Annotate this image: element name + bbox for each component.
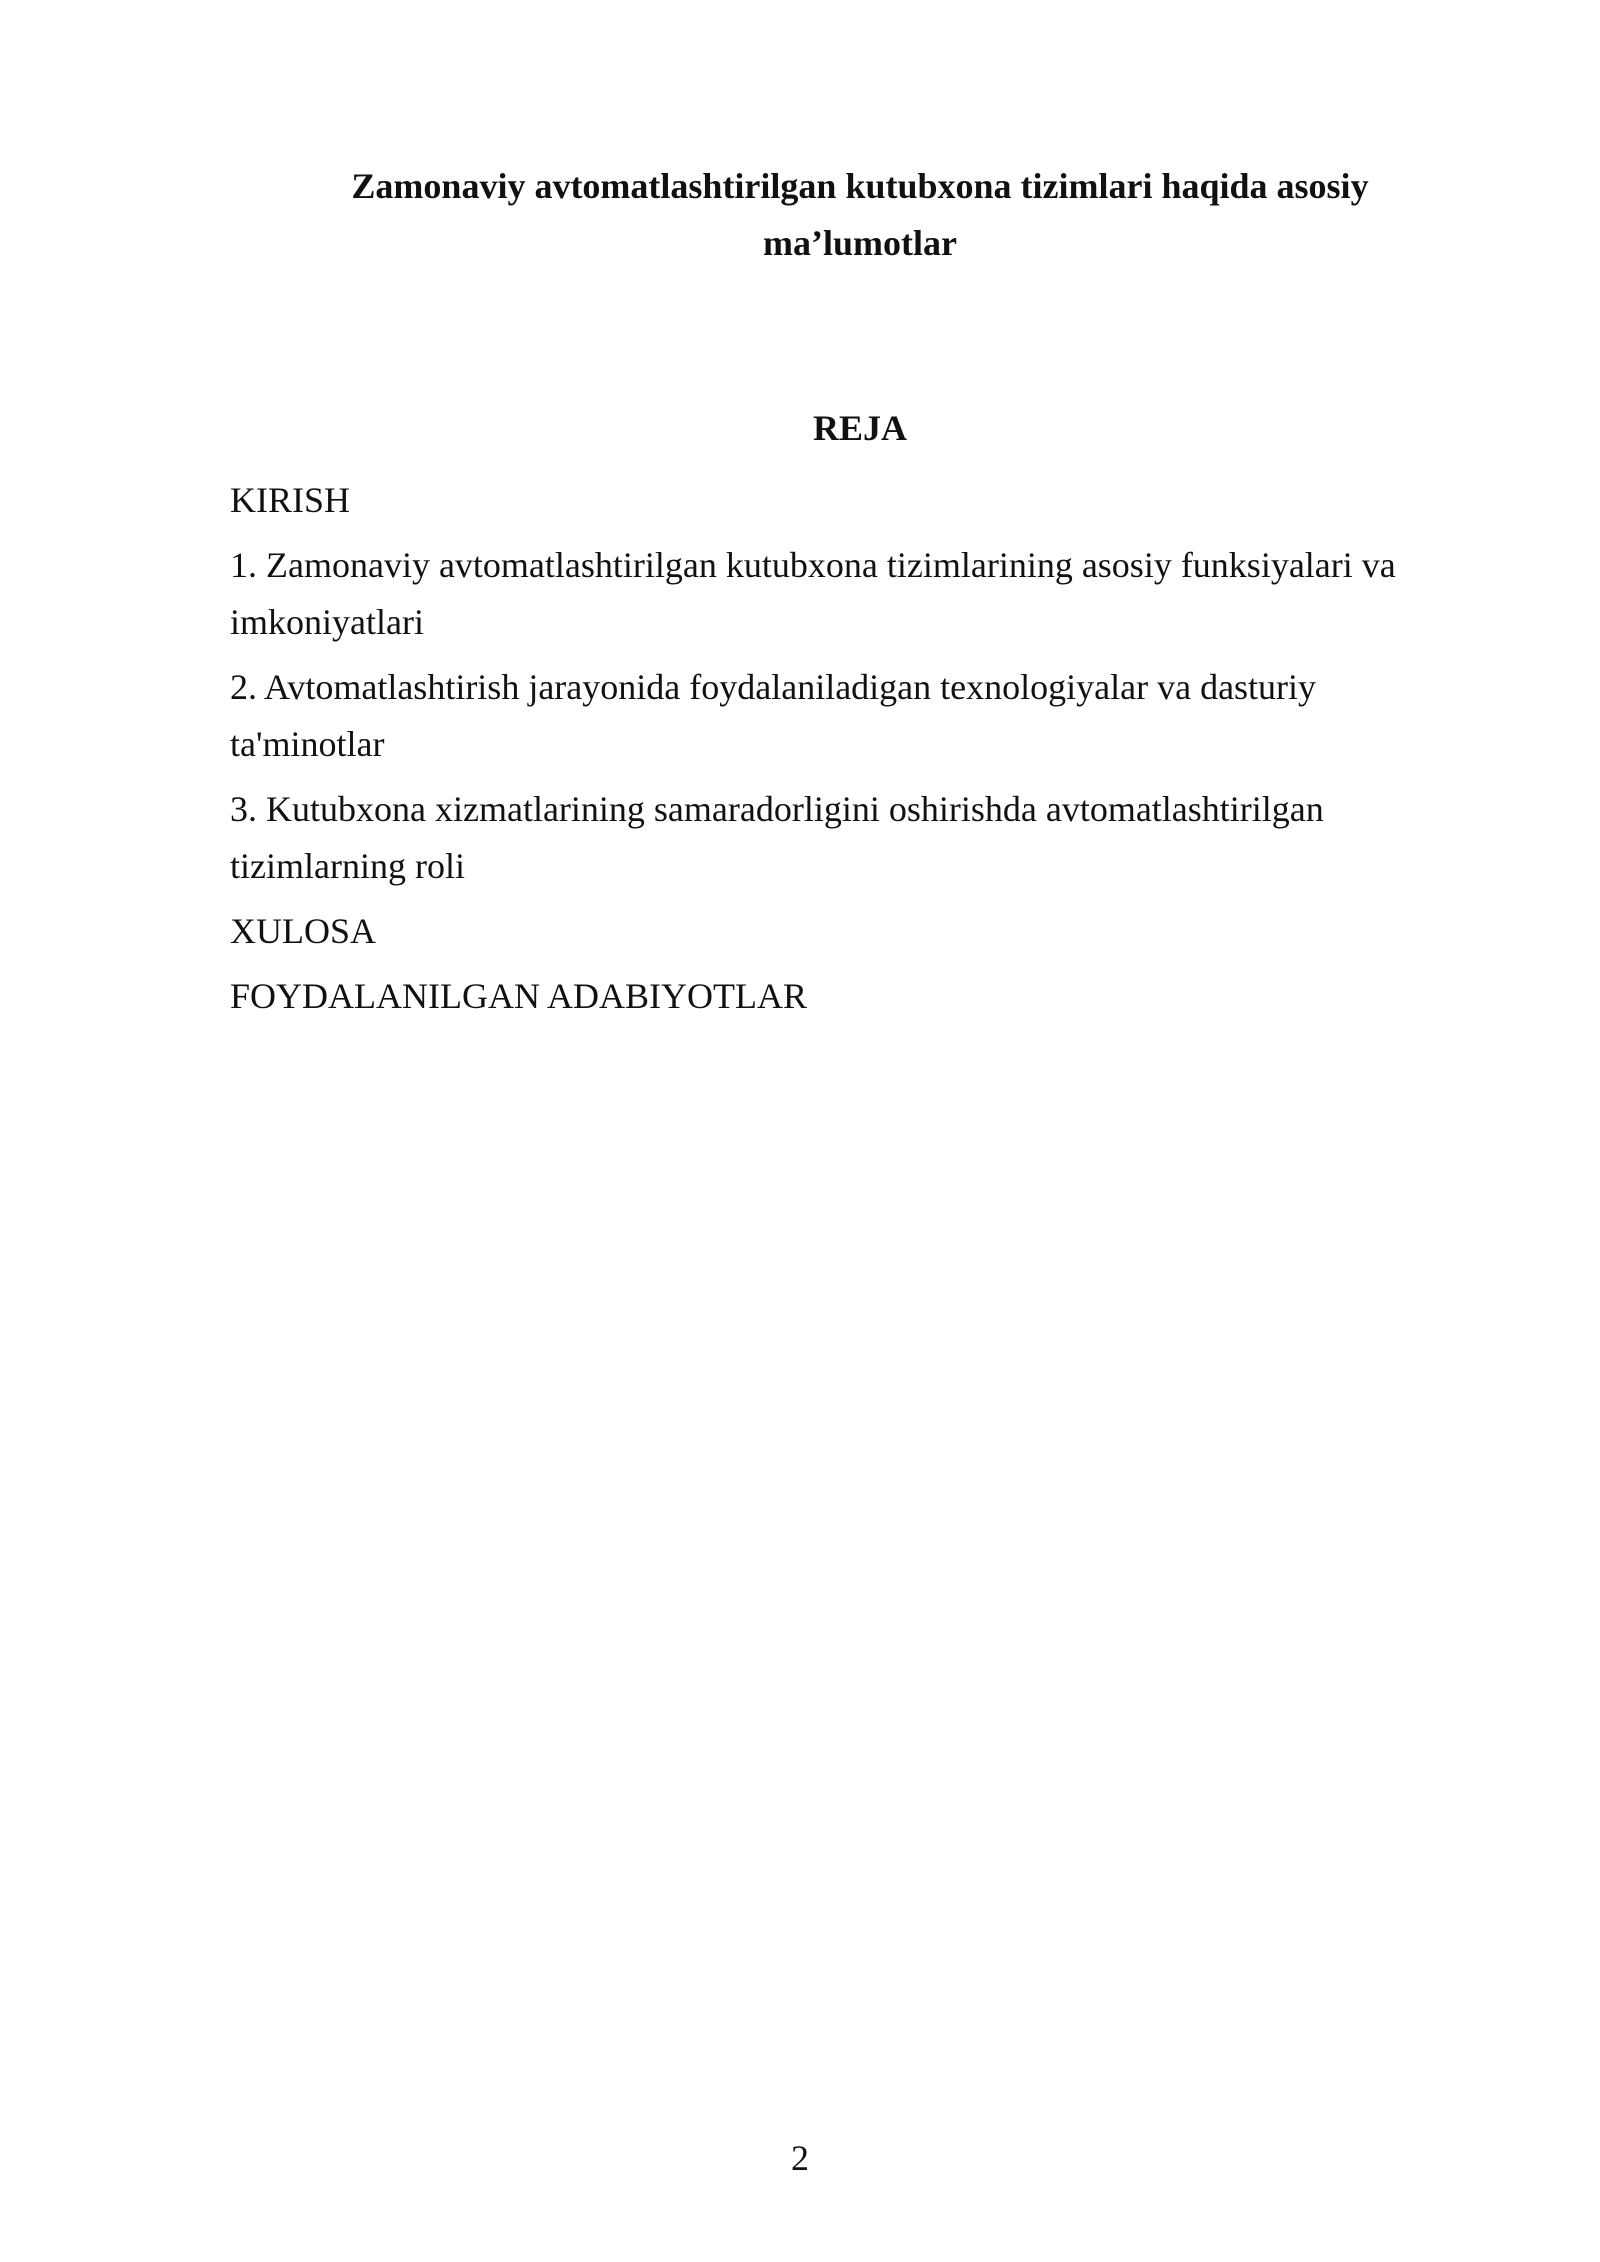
plan-item-references: FOYDALANILGAN ADABIYOTLAR — [230, 976, 807, 1016]
plan-item-2: 2. Avtomatlashtirish jarayonida foydalaniladigan texnologiyalar va dasturiy ta'minotlar — [230, 667, 1317, 764]
plan-item-1: 1. Zamonaviy avtomatlashtirilgan kutubxona tizimlarining asosiy funksiyalari va imkoniyatlari — [230, 545, 1396, 642]
document-title-line-2: ma’lumotlar — [763, 223, 957, 263]
plan-item-conclusion: XULOSA — [230, 911, 377, 951]
plan-list — [230, 472, 1470, 1033]
plan-heading: REJA — [812, 408, 907, 448]
plan-item-introduction: KIRISH — [230, 480, 351, 520]
page-number: 2 — [791, 2138, 809, 2178]
plan-item-3: 3. Kutubxona xizmatlarining samaradorligini oshirishda avtomatlashtirilgan tizimlarning roli — [230, 789, 1324, 886]
document-title — [270, 158, 1450, 272]
document-title-line-1: Zamonaviy avtomatlashtirilgan kutubxona tizimlari haqida asosiy — [351, 166, 1369, 206]
